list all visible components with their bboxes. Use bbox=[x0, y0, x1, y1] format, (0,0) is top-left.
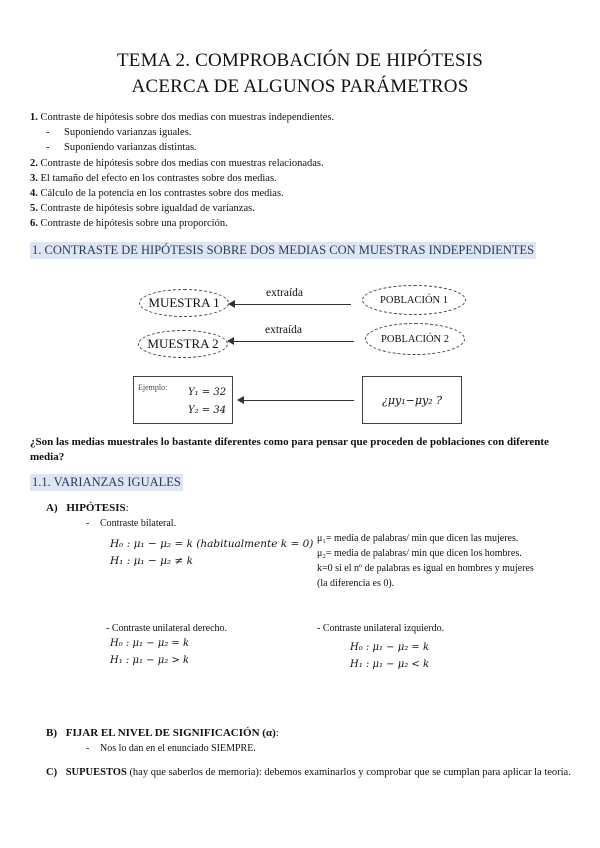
toc-item-text: Contraste de hipótesis sobre dos medias con muestras relacionadas. bbox=[37, 157, 324, 169]
example-label: Ejemplo: bbox=[138, 383, 168, 392]
toc-item bbox=[30, 156, 570, 171]
toc-item-text: Contraste de hipótesis sobre igualdad de varianzas. bbox=[37, 203, 255, 215]
right-tailed-label: - Contraste unilateral derecho. bbox=[106, 623, 228, 634]
muestra-1-ellipse bbox=[139, 289, 229, 317]
toc-subitem-text: Suponiendo varianzas distintas. bbox=[64, 142, 197, 154]
example-y2: Y₂ = 34 bbox=[188, 405, 227, 416]
left-tailed-h1: H₁ : μ₁ − μ₂ < k bbox=[350, 659, 430, 670]
toc-item-text: Contraste de hipótesis sobre dos medias con muestras independientes. bbox=[37, 112, 335, 123]
note-k: k=0 si el nº de palabras es igual en hombres y mujeres bbox=[317, 563, 534, 574]
right-tailed-h1: H₁ : μ₁ − μ₂ > k bbox=[110, 655, 190, 666]
part-c-title: SUPUESTOS bbox=[65, 767, 127, 778]
dash-marker: - bbox=[86, 518, 90, 529]
arrow-head-2 bbox=[227, 337, 234, 345]
toc-item bbox=[30, 171, 570, 186]
poblacion-1-label: POBLACIÓN 1 bbox=[380, 294, 448, 306]
part-b-bullet bbox=[86, 741, 256, 756]
part-b-colon: : bbox=[275, 727, 279, 739]
toc-item-number: 1. bbox=[30, 112, 38, 123]
hypothesis-notes bbox=[317, 531, 587, 591]
part-a-title: HIPÓTESIS bbox=[66, 502, 126, 514]
toc-item-number: 5. bbox=[30, 203, 38, 215]
part-b-heading bbox=[46, 727, 279, 739]
poblacion-2-label: POBLACIÓN 2 bbox=[381, 333, 449, 345]
toc-item-number: 2. bbox=[30, 157, 38, 169]
toc-item bbox=[30, 201, 570, 216]
note-mu1: μ₁= media de palabras/ min que dicen las mujeres. bbox=[317, 533, 519, 544]
example-box bbox=[133, 376, 233, 424]
part-c-label: C) bbox=[46, 767, 58, 778]
part-a-heading bbox=[46, 502, 129, 514]
arrow-head-1 bbox=[228, 300, 235, 308]
note-diff: (la diferencia es 0). bbox=[317, 578, 395, 589]
arrow-line-3 bbox=[242, 400, 354, 401]
muestra-2-label: MUESTRA 2 bbox=[147, 336, 219, 351]
muestra-2-ellipse bbox=[138, 330, 228, 358]
part-b-title: FIJAR EL NIVEL DE SIGNIFICACIÓN (α) bbox=[65, 727, 276, 739]
left-tailed-h0: H₀ : μ₁ − μ₂ = k bbox=[350, 642, 430, 653]
toc-item-text: El tamaño del efecto en los contrastes sobre dos medias. bbox=[37, 172, 277, 184]
bilateral-text: Contraste bilateral. bbox=[100, 518, 177, 529]
page-title: TEMA 2. COMPROBACIÓN DE HIPÓTESIS bbox=[116, 50, 484, 71]
part-c-paragraph bbox=[46, 765, 576, 780]
poblacion-2-ellipse bbox=[365, 323, 465, 355]
section-heading-1-1: 1.1. VARIANZAS IGUALES bbox=[32, 475, 181, 489]
table-of-contents bbox=[30, 110, 570, 232]
arrow-line-1 bbox=[233, 304, 351, 305]
part-b-label: B) bbox=[46, 727, 57, 739]
toc-subitem bbox=[30, 125, 570, 140]
extraida-label-1: extraída bbox=[266, 287, 304, 299]
toc-item-text: Contraste de hipótesis sobre una proporción. bbox=[37, 218, 228, 230]
toc-item bbox=[30, 110, 570, 125]
toc-subitem-text: Suponiendo varianzas iguales. bbox=[64, 127, 192, 139]
research-question: ¿Son las medias muestrales lo bastante diferentes como para pensar que proceden de poblaciones con diferente media? bbox=[30, 436, 549, 463]
toc-subitem bbox=[30, 140, 570, 155]
right-tailed-h0: H₀ : μ₁ − μ₂ = k bbox=[110, 638, 190, 649]
arrow-line-2 bbox=[232, 341, 354, 342]
significance-text: Nos lo dan en el enunciado SIEMPRE. bbox=[100, 743, 256, 754]
note-mu2: μ₂= media de palabras/ min que dicen los hombres. bbox=[317, 548, 522, 559]
left-tailed-label: - Contraste unilateral izquierdo. bbox=[317, 623, 445, 634]
part-a-colon: : bbox=[125, 502, 129, 514]
poblacion-1-ellipse bbox=[362, 285, 466, 315]
toc-item-number: 3. bbox=[30, 172, 38, 184]
arrow-head-3 bbox=[237, 396, 244, 404]
hypothesis-h1: H₁ : μ₁ − μ₂ ≠ k bbox=[110, 555, 193, 567]
toc-item-number: 4. bbox=[30, 188, 38, 200]
part-a-bullet bbox=[86, 516, 176, 531]
dash-marker: - bbox=[86, 743, 90, 754]
part-a-label: A) bbox=[46, 502, 58, 514]
muestra-1-label: MUESTRA 1 bbox=[148, 295, 220, 310]
toc-item-number: 6. bbox=[30, 218, 38, 230]
example-y1: Y₁ = 32 bbox=[188, 387, 227, 398]
section-heading-1: 1. CONTRASTE DE HIPÓTESIS SOBRE DOS MEDIAS CON MUESTRAS INDEPENDIENTES bbox=[32, 243, 535, 257]
toc-item bbox=[30, 186, 570, 201]
page-subtitle: ACERCA DE ALGUNOS PARÁMETROS bbox=[131, 76, 469, 97]
part-c-text: (hay que saberlos de memoria): debemos examinarlos y comprobar que se cumplan para aplicar la teoría. bbox=[126, 767, 571, 778]
dash-marker: - bbox=[46, 142, 50, 154]
hypothesis-h0: H₀ : μ₁ − μ₂ = k (habitualmente k = 0) bbox=[110, 538, 314, 550]
toc-item bbox=[30, 216, 570, 231]
extraida-label-2: extraída bbox=[265, 324, 303, 336]
mean-difference-question: ¿μy₁−μy₂ ? bbox=[381, 393, 443, 407]
dash-marker: - bbox=[46, 127, 50, 139]
toc-item-text: Cálculo de la potencia en los contrastes sobre dos medias. bbox=[37, 188, 284, 200]
question-box bbox=[362, 376, 462, 424]
